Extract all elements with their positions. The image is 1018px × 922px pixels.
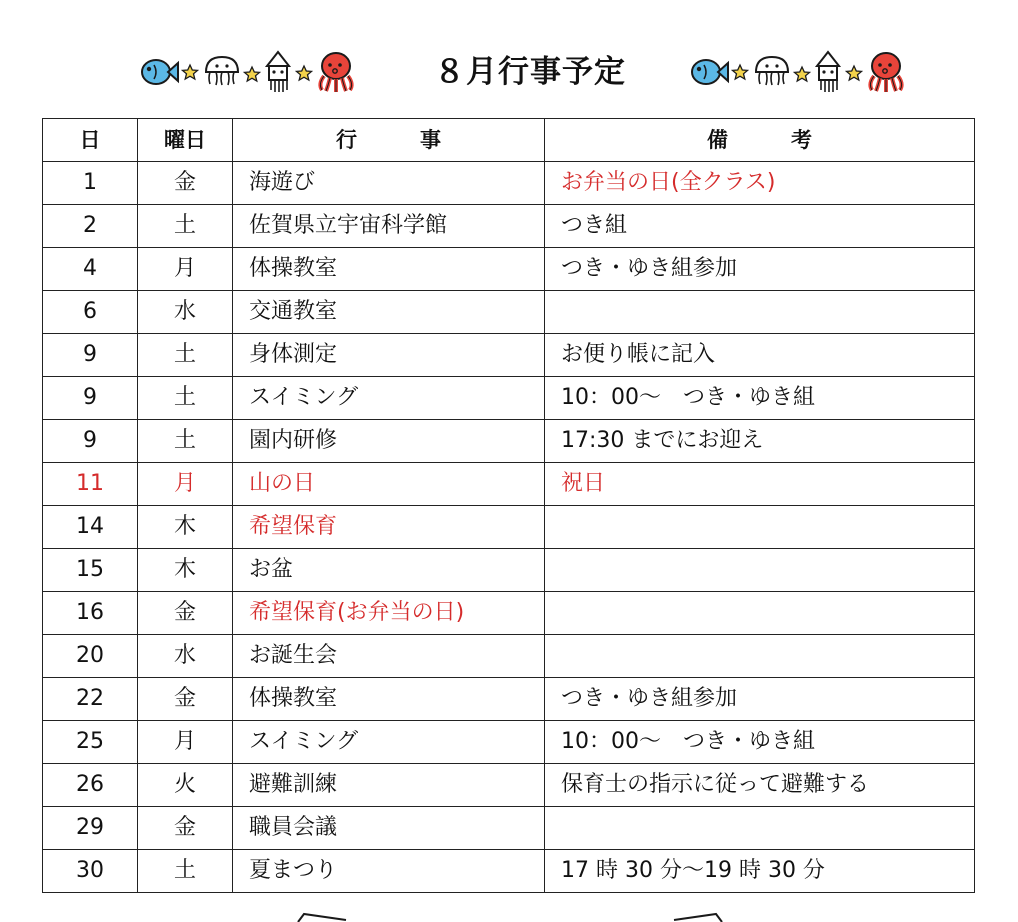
table-body xyxy=(43,162,975,893)
event-cell: 体操教室 xyxy=(233,678,545,721)
table-row xyxy=(43,463,975,506)
day-of-week-cell: 土 xyxy=(138,334,233,377)
event-cell: 職員会議 xyxy=(233,807,545,850)
note-cell: 10：00～ つき・ゆき組 xyxy=(545,377,975,420)
star-icon xyxy=(245,67,260,81)
event-cell: お誕生会 xyxy=(233,635,545,678)
day-of-week-cell: 月 xyxy=(138,721,233,764)
page-header xyxy=(0,44,1018,100)
day-cell: 9 xyxy=(43,377,138,420)
event-cell: 交通教室 xyxy=(233,291,545,334)
header-row xyxy=(43,119,975,162)
day-of-week-cell: 水 xyxy=(138,635,233,678)
day-cell: 9 xyxy=(43,334,138,377)
day-of-week-cell: 金 xyxy=(138,162,233,205)
table-row xyxy=(43,334,975,377)
table-row xyxy=(43,592,975,635)
event-cell: 海遊び xyxy=(233,162,545,205)
squid-icon xyxy=(267,52,289,92)
star-icon xyxy=(795,67,810,81)
day-of-week-cell: 木 xyxy=(138,549,233,592)
day-of-week-cell: 火 xyxy=(138,764,233,807)
event-cell: 佐賀県立宇宙科学館 xyxy=(233,205,545,248)
day-of-week-cell: 水 xyxy=(138,291,233,334)
note-cell xyxy=(545,549,975,592)
event-cell: 避難訓練 xyxy=(233,764,545,807)
jellyfish-icon xyxy=(206,57,238,85)
day-of-week-cell: 土 xyxy=(138,205,233,248)
note-cell xyxy=(545,807,975,850)
day-cell: 26 xyxy=(43,764,138,807)
day-cell: 1 xyxy=(43,162,138,205)
page-title: ８月行事予定 xyxy=(434,54,626,90)
day-of-week-cell: 金 xyxy=(138,678,233,721)
note-cell: お便り帳に記入 xyxy=(545,334,975,377)
table-row xyxy=(43,506,975,549)
header-day-of-week: 曜日 xyxy=(138,119,233,162)
event-cell: 希望保育 xyxy=(233,506,545,549)
table-row xyxy=(43,162,975,205)
day-cell: 11 xyxy=(43,463,138,506)
table-row xyxy=(43,721,975,764)
fish-icon xyxy=(692,60,728,84)
table-row xyxy=(43,678,975,721)
day-cell: 29 xyxy=(43,807,138,850)
table-row xyxy=(43,420,975,463)
table-row xyxy=(43,807,975,850)
note-cell: 祝日 xyxy=(545,463,975,506)
day-cell: 22 xyxy=(43,678,138,721)
event-cell: 園内研修 xyxy=(233,420,545,463)
note-cell xyxy=(545,592,975,635)
note-cell: 10：00～ つき・ゆき組 xyxy=(545,721,975,764)
event-cell: 体操教室 xyxy=(233,248,545,291)
event-cell: お盆 xyxy=(233,549,545,592)
event-cell: 身体測定 xyxy=(233,334,545,377)
table-row xyxy=(43,549,975,592)
day-of-week-cell: 土 xyxy=(138,850,233,893)
table-row xyxy=(43,205,975,248)
day-cell: 20 xyxy=(43,635,138,678)
day-cell: 15 xyxy=(43,549,138,592)
squid-icon xyxy=(817,52,839,92)
header-day: 日 xyxy=(43,119,138,162)
day-of-week-cell: 金 xyxy=(138,592,233,635)
note-cell: 17 時 30 分～19 時 30 分 xyxy=(545,850,975,893)
octopus-icon xyxy=(870,53,901,92)
event-cell: 山の日 xyxy=(233,463,545,506)
note-cell xyxy=(545,291,975,334)
note-cell: 17:30 までにお迎え xyxy=(545,420,975,463)
day-cell: 2 xyxy=(43,205,138,248)
event-cell: 希望保育(お弁当の日) xyxy=(233,592,545,635)
day-cell: 6 xyxy=(43,291,138,334)
day-cell: 30 xyxy=(43,850,138,893)
event-schedule-table xyxy=(42,118,975,893)
day-of-week-cell: 金 xyxy=(138,807,233,850)
jellyfish-icon xyxy=(756,57,788,85)
sea-creatures-row xyxy=(136,48,376,96)
note-cell: つき・ゆき組参加 xyxy=(545,248,975,291)
star-icon xyxy=(733,65,748,79)
event-cell: 夏まつり xyxy=(233,850,545,893)
bottom-ribbon-decoration xyxy=(0,900,1018,922)
note-cell: 保育士の指示に従って避難する xyxy=(545,764,975,807)
table-row xyxy=(43,635,975,678)
table-row xyxy=(43,764,975,807)
note-cell: お弁当の日(全クラス) xyxy=(545,162,975,205)
header-note: 備 考 xyxy=(545,119,975,162)
day-of-week-cell: 月 xyxy=(138,463,233,506)
note-cell xyxy=(545,635,975,678)
sea-creatures-left xyxy=(136,48,376,96)
day-cell: 25 xyxy=(43,721,138,764)
star-icon xyxy=(847,66,862,80)
note-cell: つき・ゆき組参加 xyxy=(545,678,975,721)
table-header xyxy=(43,119,975,162)
sea-creatures-row xyxy=(686,48,926,96)
event-cell: スイミング xyxy=(233,721,545,764)
fish-icon xyxy=(142,60,178,84)
day-cell: 14 xyxy=(43,506,138,549)
note-cell xyxy=(545,506,975,549)
star-icon xyxy=(297,66,312,80)
day-cell: 9 xyxy=(43,420,138,463)
header-event: 行 事 xyxy=(233,119,545,162)
note-cell: つき組 xyxy=(545,205,975,248)
day-of-week-cell: 土 xyxy=(138,377,233,420)
table-row xyxy=(43,377,975,420)
star-icon xyxy=(183,65,198,79)
table-row xyxy=(43,248,975,291)
day-of-week-cell: 土 xyxy=(138,420,233,463)
octopus-icon xyxy=(320,53,351,92)
event-cell: スイミング xyxy=(233,377,545,420)
table-row xyxy=(43,291,975,334)
table-row xyxy=(43,850,975,893)
day-cell: 4 xyxy=(43,248,138,291)
day-of-week-cell: 月 xyxy=(138,248,233,291)
sea-creatures-right xyxy=(686,48,926,96)
day-of-week-cell: 木 xyxy=(138,506,233,549)
day-cell: 16 xyxy=(43,592,138,635)
